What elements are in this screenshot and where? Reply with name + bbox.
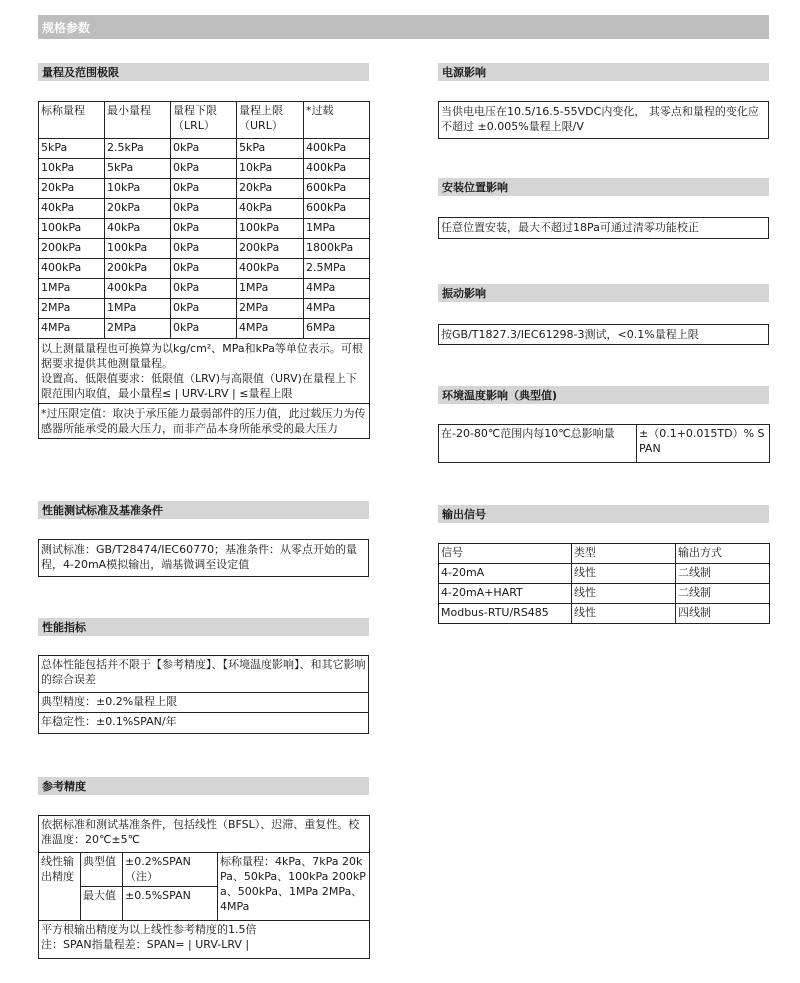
accuracy-table [38,815,370,959]
range-table [38,101,370,439]
table-cell: 5kPa [237,139,304,159]
output-table [438,543,770,624]
table-row [39,239,370,259]
ambient-row [439,425,770,463]
vibration-section-title: 振动影响 [438,284,769,302]
ambient-value: ±（0.1+0.015TD）% SPAN [637,425,770,463]
table-cell: 二线制 [676,564,770,584]
accuracy-footer-row [39,921,370,959]
table-cell: 1MPa [105,299,171,319]
table-cell: 线性 [572,604,676,624]
table-cell: 线性 [572,564,676,584]
accuracy-footer-2: 注：SPAN指量程差：SPAN= | URV-LRV | [41,938,250,951]
table-row [39,299,370,319]
table-cell: 5kPa [105,159,171,179]
performance-row: 年稳定性：±0.1%SPAN/年 [41,715,177,728]
mounting-section-title: 安装位置影响 [438,178,769,196]
range-note-2: 设置高、低限值要求：低限值（LRV)与高限值（URV)在量程上下限范围内取值，最小量程≤ | URV-LRV | ≤量程上限 [41,372,357,400]
header-overload: *过载 [304,102,370,139]
power-section-title: 电源影响 [438,63,769,81]
table-cell: 0kPa [171,139,237,159]
output-header-type: 类型 [572,544,676,564]
table-cell: 0kPa [171,159,237,179]
page-title: 规格参数 [38,15,769,39]
accuracy-intro: 依据标准和测试基准条件，包括线性（BFSL）、迟滞、重复性。校准温度：20℃±5℃ [39,816,370,853]
header-url: 量程上限（URL） [237,102,304,139]
table-cell: 40kPa [105,219,171,239]
table-row [439,564,770,584]
table-cell: 0kPa [171,319,237,339]
accuracy-footer-1: 平方根输出精度为以上线性参考精度的1.5倍 [41,923,257,936]
table-cell: Modbus-RTU/RS485 [439,604,572,624]
ambient-section-title: 环境温度影响（典型值) [438,386,769,404]
table-cell: 4MPa [237,319,304,339]
header-nominal-range: 标称量程 [39,102,105,139]
table-cell: 2MPa [39,299,105,319]
standard-text: 测试标准：GB/T28474/IEC60770；基准条件：从零点开始的量程，4-20mA模拟输出，端基微调至设定值 [38,539,369,577]
table-cell: 10kPa [39,159,105,179]
table-row [39,219,370,239]
accuracy-max-label: 最大值 [81,887,123,921]
table-cell: 2.5kPa [105,139,171,159]
table-cell: 0kPa [171,299,237,319]
table-row [39,199,370,219]
accuracy-typical-value: ±0.2%SPAN（注） [123,853,218,887]
table-cell: 40kPa [237,199,304,219]
table-cell: 10kPa [105,179,171,199]
standard-section-title: 性能测试标准及基准条件 [38,501,369,519]
table-cell: 6MPa [304,319,370,339]
range-note-3: *过压限定值：取决于承压能力最弱部件的压力值，此过载压力为传感器所能承受的最大压力，而非产品本身所能承受的最大压力 [39,404,370,439]
table-cell: 1MPa [39,279,105,299]
table-cell: 400kPa [304,159,370,179]
table-cell: 400kPa [39,259,105,279]
range-section-title: 量程及范围极限 [38,63,369,81]
table-row [39,179,370,199]
output-header [439,544,770,564]
table-row [439,584,770,604]
table-cell: 20kPa [105,199,171,219]
table-row [39,159,370,179]
table-cell: 二线制 [676,584,770,604]
performance-section-title: 性能指标 [38,618,369,636]
table-cell: 400kPa [304,139,370,159]
table-row [39,139,370,159]
table-cell: 400kPa [105,279,171,299]
table-row [439,604,770,624]
table-cell: 600kPa [304,199,370,219]
accuracy-typical-row [39,853,370,887]
table-row [39,279,370,299]
range-note-row [39,404,370,439]
table-cell: 0kPa [171,199,237,219]
range-note-1: 以上测量量程也可换算为以kg/cm²、MPa和kPa等单位表示。可根据要求提供其他测量量程。 [41,342,363,370]
table-cell: 4MPa [304,279,370,299]
table-cell: 200kPa [237,239,304,259]
table-cell: 20kPa [39,179,105,199]
accuracy-footer [39,921,370,959]
table-cell: 四线制 [676,604,770,624]
table-cell: 20kPa [237,179,304,199]
mounting-text: 任意位置安装，最大不超过18Pa可通过清零功能校正 [438,217,769,239]
table-cell: 200kPa [39,239,105,259]
table-cell: 线性 [572,584,676,604]
output-header-mode: 输出方式 [676,544,770,564]
ambient-label: 在-20-80℃范围内每10℃总影响量 [439,425,637,463]
range-table-header [39,102,370,139]
performance-box [38,655,369,734]
table-cell: 600kPa [304,179,370,199]
accuracy-ranges: 标称量程：4kPa、7kPa 20kPa、50kPa、100kPa 200kPa、500kPa、1MPa 2MPa、4MPa [218,853,370,921]
table-cell: 2.5MPa [304,259,370,279]
table-cell: 400kPa [237,259,304,279]
accuracy-intro-row [39,816,370,853]
table-row [39,259,370,279]
table-cell: 0kPa [171,219,237,239]
performance-row: 总体性能包括并不限于【参考精度】、【环境温度影响】、和其它影响的综合误差 [39,656,368,693]
table-cell: 4MPa [304,299,370,319]
table-cell: 4-20mA+HART [439,584,572,604]
accuracy-max-value: ±0.5%SPAN [123,887,218,921]
performance-row: 典型精度：±0.2%量程上限 [39,693,368,713]
header-lrl: 量程下限（LRL） [171,102,237,139]
table-cell: 4MPa [39,319,105,339]
header-min-range: 最小量程 [105,102,171,139]
table-row [39,319,370,339]
table-cell: 100kPa [105,239,171,259]
accuracy-section-title: 参考精度 [38,777,369,795]
table-cell: 1800kPa [304,239,370,259]
table-cell: 0kPa [171,239,237,259]
table-cell: 10kPa [237,159,304,179]
table-cell: 0kPa [171,259,237,279]
table-cell: 1MPa [304,219,370,239]
table-cell: 200kPa [105,259,171,279]
table-cell: 2MPa [237,299,304,319]
table-cell: 100kPa [39,219,105,239]
range-notes [39,339,370,404]
output-header-signal: 信号 [439,544,572,564]
table-cell: 5kPa [39,139,105,159]
table-cell: 1MPa [237,279,304,299]
vibration-text: 按GB/T1827.3/IEC61298-3测试，<0.1%量程上限 [438,324,769,345]
range-note-row [39,339,370,404]
power-text: 当供电电压在10.5/16.5-55VDC内变化， 其零点和量程的变化应不超过 ±0.005%量程上限/V [438,101,769,139]
table-cell: 40kPa [39,199,105,219]
accuracy-typical-label: 典型值 [81,853,123,887]
table-cell: 0kPa [171,279,237,299]
accuracy-group-label: 线性输出精度 [39,853,81,921]
output-section-title: 输出信号 [438,505,769,523]
ambient-table [438,424,770,463]
table-cell: 2MPa [105,319,171,339]
table-cell: 0kPa [171,179,237,199]
table-cell: 4-20mA [439,564,572,584]
table-cell: 100kPa [237,219,304,239]
